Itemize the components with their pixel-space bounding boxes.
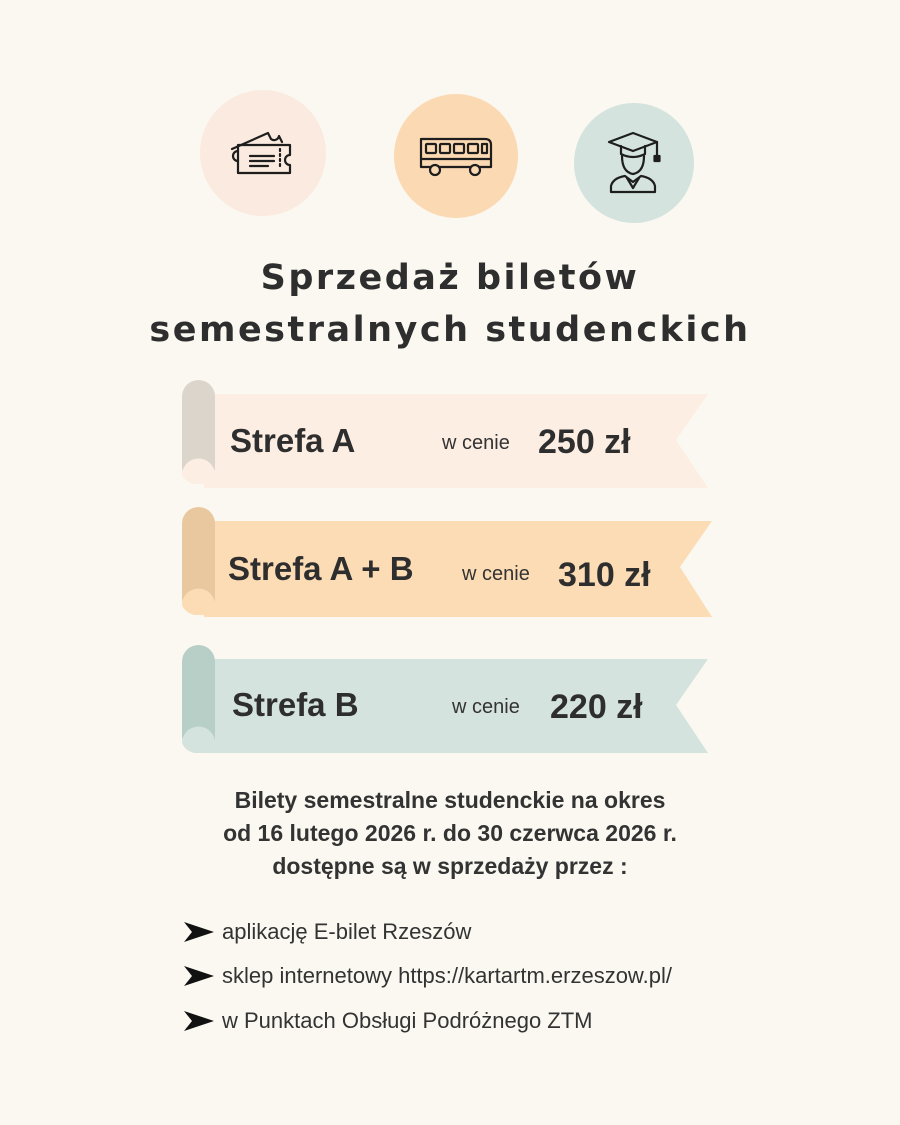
sales-period-info — [0, 784, 900, 883]
info-line1: Bilety semestralne studenckie na okres — [234, 787, 666, 813]
arrow-bullet-icon — [180, 964, 216, 988]
zone-name: Strefa A + B — [228, 550, 414, 587]
list-item — [180, 1008, 593, 1034]
ticket-icon-circle — [200, 90, 326, 216]
list-item — [180, 963, 672, 989]
price-prefix: w cenie — [452, 696, 520, 718]
channel-label[interactable]: sklep internetowy https://kartartm.erzeszow.pl/ — [222, 963, 672, 988]
ticket-banner-strefa-b — [180, 643, 720, 759]
bus-icon — [415, 133, 497, 179]
list-item — [180, 919, 471, 945]
price-value: 310 zł — [558, 556, 651, 594]
student-icon-circle — [574, 103, 694, 223]
page-title-line1: Sprzedaż biletów — [260, 258, 640, 298]
info-line3: dostępne są w sprzedaży przez : — [272, 853, 628, 879]
arrow-bullet-icon — [180, 1009, 216, 1033]
price-prefix: w cenie — [462, 563, 530, 585]
ticket-banner-strefa-a — [180, 378, 720, 494]
price-prefix: w cenie — [442, 432, 510, 454]
price-value: 220 zł — [550, 688, 643, 726]
price-value: 250 zł — [538, 423, 631, 461]
channel-label: aplikację E-bilet Rzeszów — [222, 919, 472, 944]
info-line2: od 16 lutego 2026 r. do 30 czerwca 2026 r. — [223, 820, 677, 846]
zone-name: Strefa A — [230, 422, 356, 459]
zone-name: Strefa B — [232, 686, 359, 723]
ticket-banner-strefa-ab — [180, 505, 720, 621]
graduate-student-icon — [603, 130, 665, 196]
channel-label: w Punktach Obsługi Podróżnego ZTM — [222, 1008, 593, 1033]
bus-icon-circle — [394, 94, 518, 218]
page-title-line2: semestralnych studenckich — [149, 310, 751, 350]
arrow-bullet-icon — [180, 920, 216, 944]
ticket-icon — [228, 127, 298, 179]
